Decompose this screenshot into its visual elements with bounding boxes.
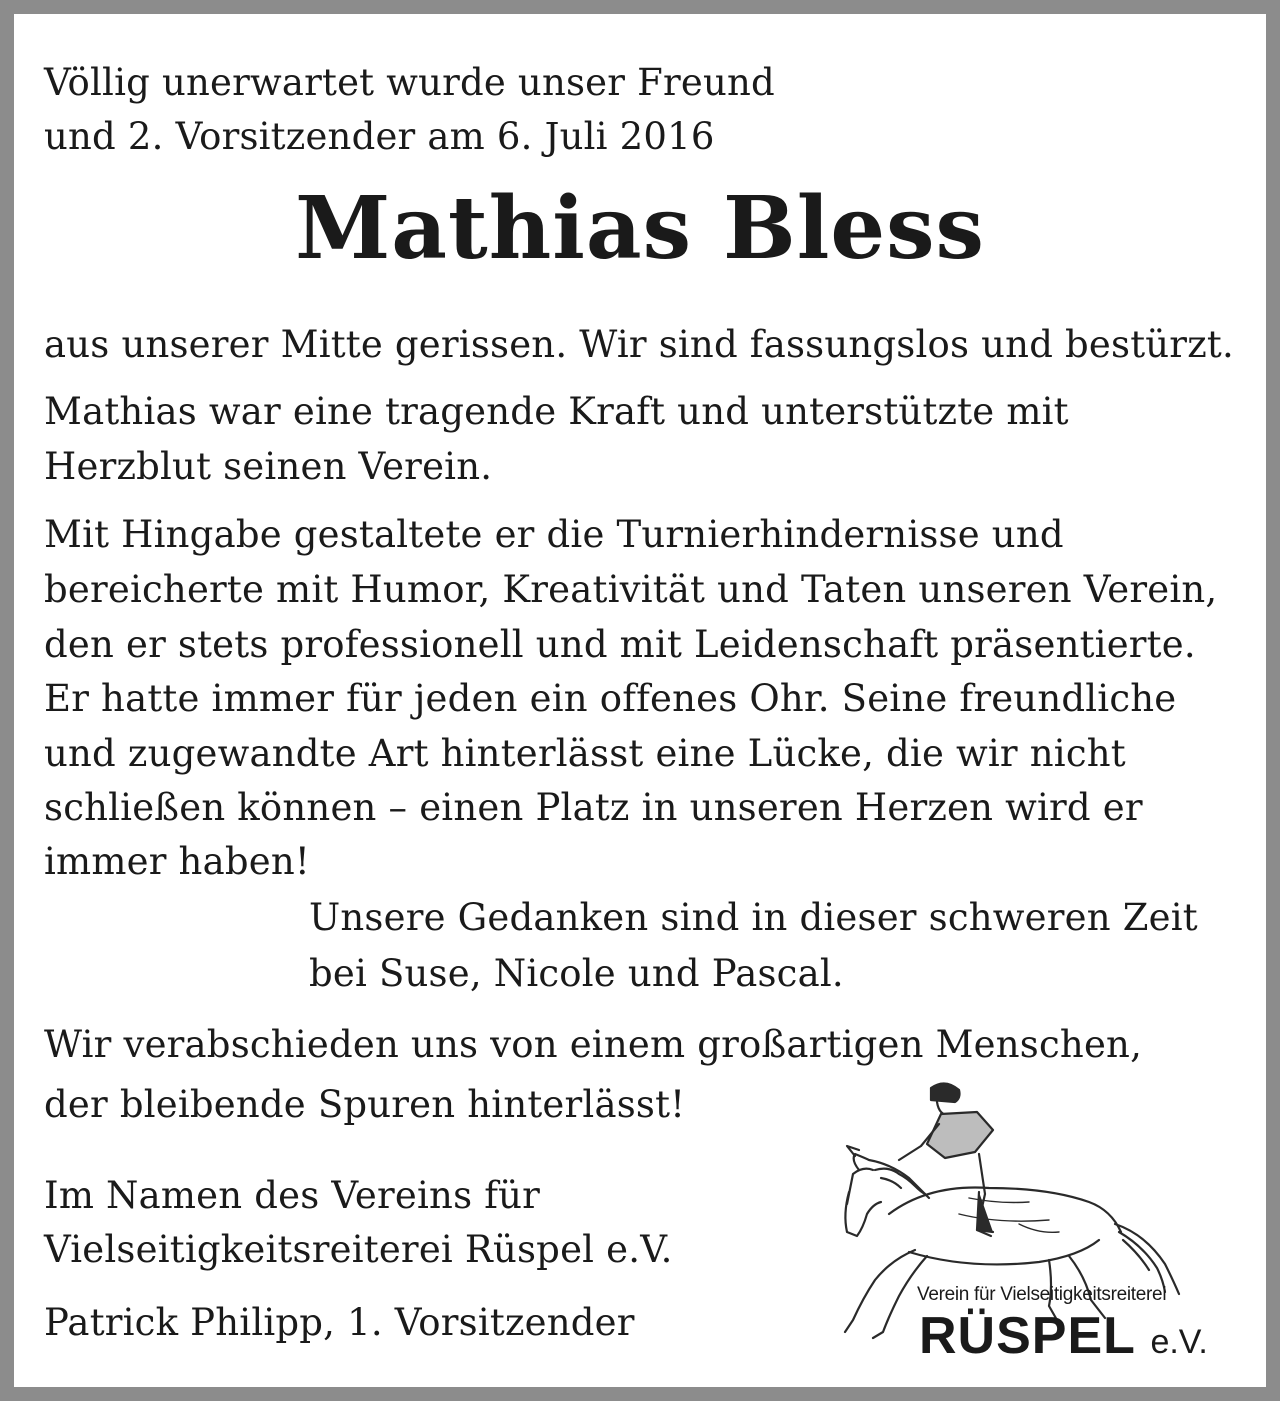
intro-line-1: Völlig unerwartet wurde unser Freund: [44, 61, 775, 104]
logo-club-name: RÜSPEL: [919, 1307, 1135, 1365]
body-line-4: Mit Hingabe gestaltete er die Turnierhindernisse und: [44, 513, 1064, 556]
body-line-7: Er hatte immer für jeden ein offenes Ohr. Seine freundliche: [44, 677, 1177, 720]
body-line-8: und zugewandte Art hinterlässt eine Lücke, die wir nicht: [44, 732, 1126, 775]
body-line-10: immer haben!: [44, 840, 310, 883]
condolence-line-2: bei Suse, Nicole und Pascal.: [309, 952, 844, 995]
signature-line-2: Vielseitigkeitsreiterei Rüspel e.V.: [44, 1228, 673, 1271]
body-line-6: den er stets professionell und mit Leidenschaft präsentierte.: [44, 623, 1196, 666]
condolence-line-1: Unsere Gedanken sind in dieser schweren Zeit: [309, 896, 1198, 939]
body-line-3: Herzblut seinen Verein.: [44, 445, 493, 488]
logo-suffix: e.V.: [1150, 1323, 1208, 1361]
body-line-2: Mathias war eine tragende Kraft und unterstützte mit: [44, 390, 1069, 433]
club-logo: [819, 1074, 1239, 1374]
logo-wordmark: [919, 1306, 1208, 1372]
farewell-line-2: der bleibende Spuren hinterlässt!: [44, 1083, 686, 1126]
deceased-name: Mathias Bless: [295, 178, 985, 279]
intro-line-2: und 2. Vorsitzender am 6. Juli 2016: [44, 115, 715, 158]
farewell-line-1: Wir verabschieden uns von einem großartigen Menschen,: [44, 1023, 1143, 1066]
signature-line-1: Im Namen des Vereins für: [44, 1174, 541, 1217]
logo-club-line: Verein für Vielseitigkeitsreiterei: [917, 1284, 1167, 1305]
body-line-9: schließen können – einen Platz in unseren Herzen wird er: [44, 786, 1143, 829]
body-line-1: aus unserer Mitte gerissen. Wir sind fassungslos und bestürzt.: [44, 323, 1234, 366]
signature-line-3: Patrick Philipp, 1. Vorsitzender: [44, 1301, 635, 1344]
body-line-5: bereicherte mit Humor, Kreativität und Taten unseren Verein,: [44, 568, 1218, 611]
obituary-notice: [14, 14, 1266, 1387]
